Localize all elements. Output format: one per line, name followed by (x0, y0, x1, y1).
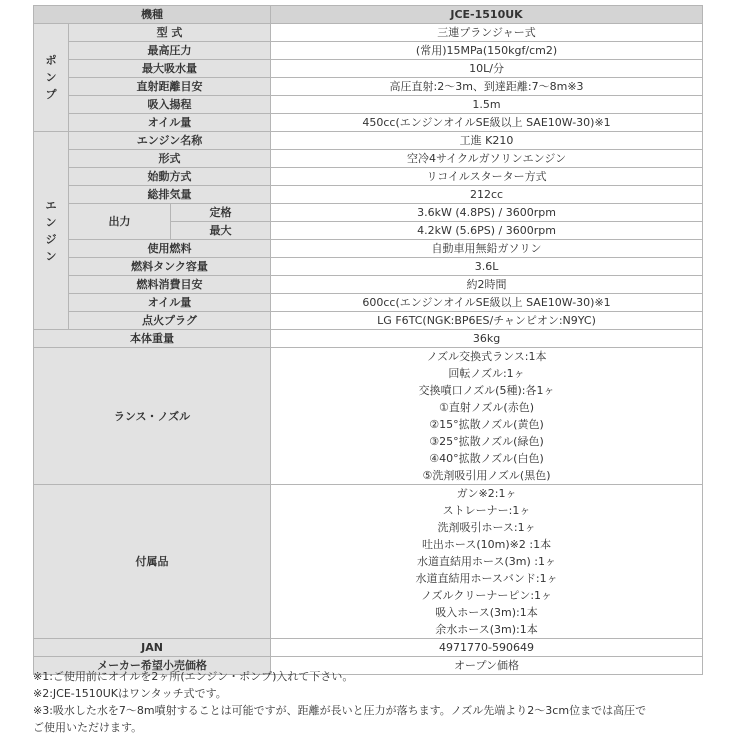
spec-value: 1.5m (271, 96, 703, 114)
engine-section-label (34, 132, 69, 330)
output-max-label: 最大 (171, 222, 271, 240)
engine-row (34, 240, 703, 258)
footnote-3: ※3:吸水した水を7～8m噴射することは可能ですが、距離が長いと圧力が落ちます。ノズル先端より2～3cm位までは高圧で (33, 704, 647, 717)
engine-row (34, 150, 703, 168)
spec-label: 燃料消費目安 (69, 276, 271, 294)
accessories-list (271, 485, 703, 639)
pump-section-label-char: プ (45, 88, 57, 101)
footnote-1: ※1:ご使用前にオイルを2ヶ所(エンジン・ポンプ)入れて下さい。 (33, 670, 354, 683)
jan-label: JAN (34, 639, 271, 657)
pump-row (34, 42, 703, 60)
lance-nozzle-item: ③25°拡散ノズル(緑色) (429, 435, 544, 448)
footnotes (33, 668, 723, 736)
spec-label: 総排気量 (69, 186, 271, 204)
spec-value: 高圧直射:2～3m、到達距離:7～8m※3 (271, 78, 703, 96)
spec-label: 始動方式 (69, 168, 271, 186)
header-label: 機種 (34, 6, 271, 24)
weight-row (34, 330, 703, 348)
spec-value: 3.6L (271, 258, 703, 276)
pump-section-label (34, 24, 69, 132)
spec-label: 形式 (69, 150, 271, 168)
spec-value: 10L/分 (271, 60, 703, 78)
engine-section-label-char: エ (45, 198, 57, 212)
spec-value: (常用)15MPa(150kgf/cm2) (271, 42, 703, 60)
spec-label: 使用燃料 (69, 240, 271, 258)
engine-section-label-char: ン (45, 215, 57, 229)
spec-value: リコイルスターター方式 (271, 168, 703, 186)
lance-nozzle-item: 交換噴口ノズル(5種):各1ヶ (418, 384, 555, 397)
accessories-item: 水道直結用ホース(3m) :1ヶ (417, 555, 556, 568)
weight-value: 36kg (271, 330, 703, 348)
engine-row (34, 258, 703, 276)
pump-row (34, 24, 703, 42)
footnote-3-cont: ご使用いただけます。 (33, 721, 143, 734)
lance-nozzle-label: ランス・ノズル (34, 348, 271, 485)
spec-label: オイル量 (69, 114, 271, 132)
footnote-2: ※2:JCE-1510UKはワンタッチ式です。 (33, 687, 227, 700)
spec-value: 約2時間 (271, 276, 703, 294)
spec-label: 吸入揚程 (69, 96, 271, 114)
spec-table (33, 5, 703, 675)
spec-label: エンジン名称 (69, 132, 271, 150)
jan-value: 4971770-590649 (271, 639, 703, 657)
engine-row (34, 168, 703, 186)
output-rated-value: 3.6kW (4.8PS) / 3600rpm (271, 204, 703, 222)
lance-nozzle-item: 回転ノズル:1ヶ (448, 367, 525, 380)
spec-label: オイル量 (69, 294, 271, 312)
lance-nozzle-item: ①直射ノズル(赤色) (439, 401, 535, 414)
model-name: JCE-1510UK (271, 6, 703, 24)
spec-label: 点火プラグ (69, 312, 271, 330)
accessories-item: ストレーナー:1ヶ (442, 504, 531, 517)
engine-row (34, 132, 703, 150)
pump-section-label-char: ポ (45, 54, 57, 67)
pump-section-label-char: ン (45, 71, 57, 84)
accessories-row (34, 485, 703, 639)
output-label: 出力 (69, 204, 171, 240)
accessories-item: 吸入ホース(3m):1本 (435, 606, 538, 619)
accessories-item: 余水ホース(3m):1本 (435, 623, 538, 636)
output-rated-label: 定格 (171, 204, 271, 222)
weight-label: 本体重量 (34, 330, 271, 348)
spec-label: 型 式 (69, 24, 271, 42)
lance-nozzle-row (34, 348, 703, 485)
accessories-item: ガン※2:1ヶ (456, 487, 517, 500)
spec-value: LG F6TC(NGK:BP6ES/チャンピオン:N9YC) (271, 312, 703, 330)
price-value: オープン価格 (271, 657, 703, 675)
engine-row (34, 186, 703, 204)
engine-row (34, 294, 703, 312)
spec-label: 最高圧力 (69, 42, 271, 60)
spec-value: 空冷4サイクルガソリンエンジン (271, 150, 703, 168)
lance-nozzle-item: ④40°拡散ノズル(白色) (429, 452, 544, 465)
lance-nozzle-item: ⑤洗剤吸引用ノズル(黒色) (422, 469, 551, 482)
accessories-item: 洗剤吸引ホース:1ヶ (437, 521, 536, 534)
lance-nozzle-item: ノズル交換式ランス:1本 (426, 350, 547, 363)
pump-row (34, 78, 703, 96)
engine-output-row (34, 204, 703, 222)
spec-label: 燃料タンク容量 (69, 258, 271, 276)
accessories-item: ノズルクリーナーピン:1ヶ (421, 589, 553, 602)
spec-value: 工進 K210 (271, 132, 703, 150)
engine-section-label-char: ン (45, 249, 57, 263)
accessories-item: 吐出ホース(10m)※2 :1本 (421, 538, 552, 551)
header-row (34, 6, 703, 24)
spec-label: 最大吸水量 (69, 60, 271, 78)
output-max-value: 4.2kW (5.6PS) / 3600rpm (271, 222, 703, 240)
pump-row (34, 114, 703, 132)
spec-value: 600cc(エンジンオイルSE級以上 SAE10W-30)※1 (271, 294, 703, 312)
spec-value: 212cc (271, 186, 703, 204)
accessories-label: 付属品 (34, 485, 271, 639)
spec-label: 直射距離目安 (69, 78, 271, 96)
jan-row (34, 639, 703, 657)
engine-row (34, 276, 703, 294)
engine-row (34, 312, 703, 330)
pump-row (34, 60, 703, 78)
lance-nozzle-list (271, 348, 703, 485)
accessories-item: 水道直結用ホースバンド:1ヶ (415, 572, 558, 585)
spec-value: 自動車用無鉛ガソリン (271, 240, 703, 258)
price-label: メーカー希望小売価格 (34, 657, 271, 675)
engine-section-label-char: ジ (45, 232, 57, 246)
lance-nozzle-item: ②15°拡散ノズル(黄色) (429, 418, 544, 431)
spec-value: 三連プランジャー式 (271, 24, 703, 42)
spec-value: 450cc(エンジンオイルSE級以上 SAE10W-30)※1 (271, 114, 703, 132)
pump-row (34, 96, 703, 114)
